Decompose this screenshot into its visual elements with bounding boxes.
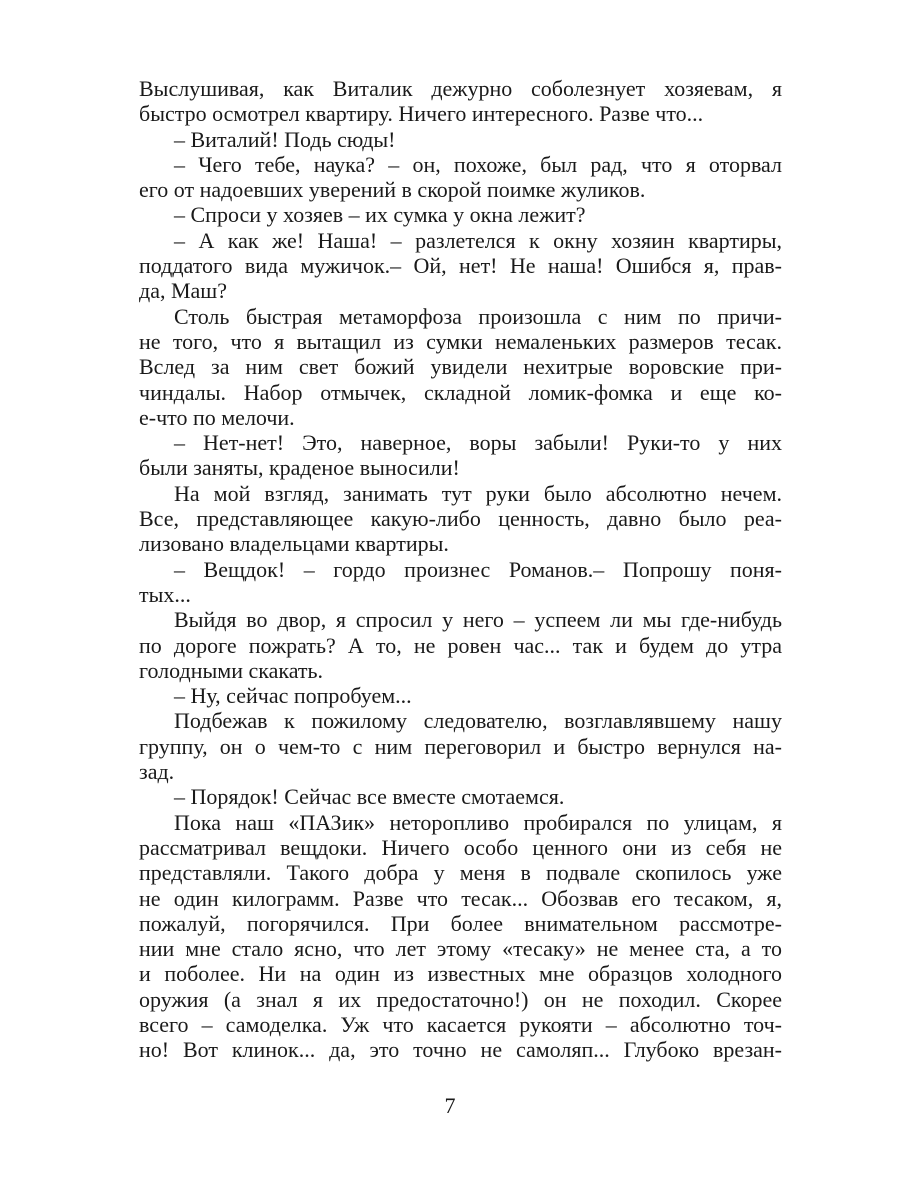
text-line: пожалуй, погорячился. При более внимательном рассмотре- [139,910,782,936]
text-line: оружия (а знал я их предостаточно!) он не походил. Скорее [139,986,782,1012]
text-line: голодными скакать. [139,657,324,683]
page-body-text [139,76,782,1063]
text-line: Выйдя во двор, я спросил у него – успеем ли мы где-нибудь [174,607,782,633]
text-line: чиндалы. Набор отмычек, складной ломик-фомка и еще ко- [139,379,782,405]
text-line: – Чего тебе, наука? – он, похоже, был рад, что я оторвал [174,151,782,177]
text-line: его от надоевших уверений в скорой поимке жуликов. [139,177,646,203]
text-line: представляли. Такого добра у меня в подвале скопилось уже [139,860,782,886]
text-line: Все, представляющее какую-либо ценность, давно было реа- [139,506,782,532]
text-line: да, Маш? [139,278,227,304]
text-line: нии мне стало ясно, что лет этому «тесаку» не менее ста, а то [139,936,782,962]
text-line: быстро осмотрел квартиру. Ничего интересного. Разве что... [139,101,704,127]
text-line: – Вещдок! – гордо произнес Романов.– Попрошу поня- [174,556,782,582]
text-line: – А как же! Наша! – разлетелся к окну хозяин квартиры, [174,227,782,253]
text-line: группу, он о чем-то с ним переговорил и быстро вернулся на- [139,733,782,759]
text-line: рассматривал вещдоки. Ничего особо ценного они из себя не [139,834,782,860]
text-line: е-что по мелочи. [139,404,295,430]
text-line: тых... [139,581,191,607]
text-line: На мой взгляд, занимать тут руки было абсолютно нечем. [174,480,782,506]
text-line: по дороге пожрать? А то, не ровен час... так и будем до утра [139,632,782,658]
text-line: Подбежав к пожилому следователю, возглавлявшему нашу [174,708,782,734]
text-line: Столь быстрая метаморфоза произошла с ним по причи- [174,303,782,329]
page-number: 7 [444,1093,456,1118]
text-line: лизовано владельцами квартиры. [139,531,449,557]
text-line: – Порядок! Сейчас все вместе смотаемся. [174,784,565,810]
text-line: зад. [139,759,175,785]
text-line: были заняты, краденое выносили! [139,455,460,481]
text-line: – Нет-нет! Это, наверное, воры забыли! Руки-то у них [174,430,782,456]
text-line: поддатого вида мужичок.– Ой, нет! Не наша! Ошибся я, прав- [139,253,782,279]
text-line: – Ну, сейчас попробуем... [174,683,412,709]
text-line: Выслушивая, как Виталик дежурно соболезнует хозяевам, я [139,76,782,101]
text-line: не того, что я вытащил из сумки немаленьких размеров тесак. [139,328,782,354]
text-line: – Спроси у хозяев – их сумка у окна лежит? [174,202,586,228]
text-line: Вслед за ним свет божий увидели нехитрые воровские при- [139,354,782,380]
text-line: Пока наш «ПАЗик» неторопливо пробирался по улицам, я [174,809,782,835]
text-line: и поболее. Ни на один из известных мне образцов холодного [139,961,782,987]
text-line: не один килограмм. Разве что тесак... Обозвав его тесаком, я, [139,885,782,911]
text-line: но! Вот клинок... да, это точно не самоляп... Глубоко врезан- [139,1037,782,1063]
text-line: всего – самоделка. Уж что касается рукояти – абсолютно точ- [139,1011,782,1037]
text-line: – Виталий! Подь сюды! [174,126,396,152]
